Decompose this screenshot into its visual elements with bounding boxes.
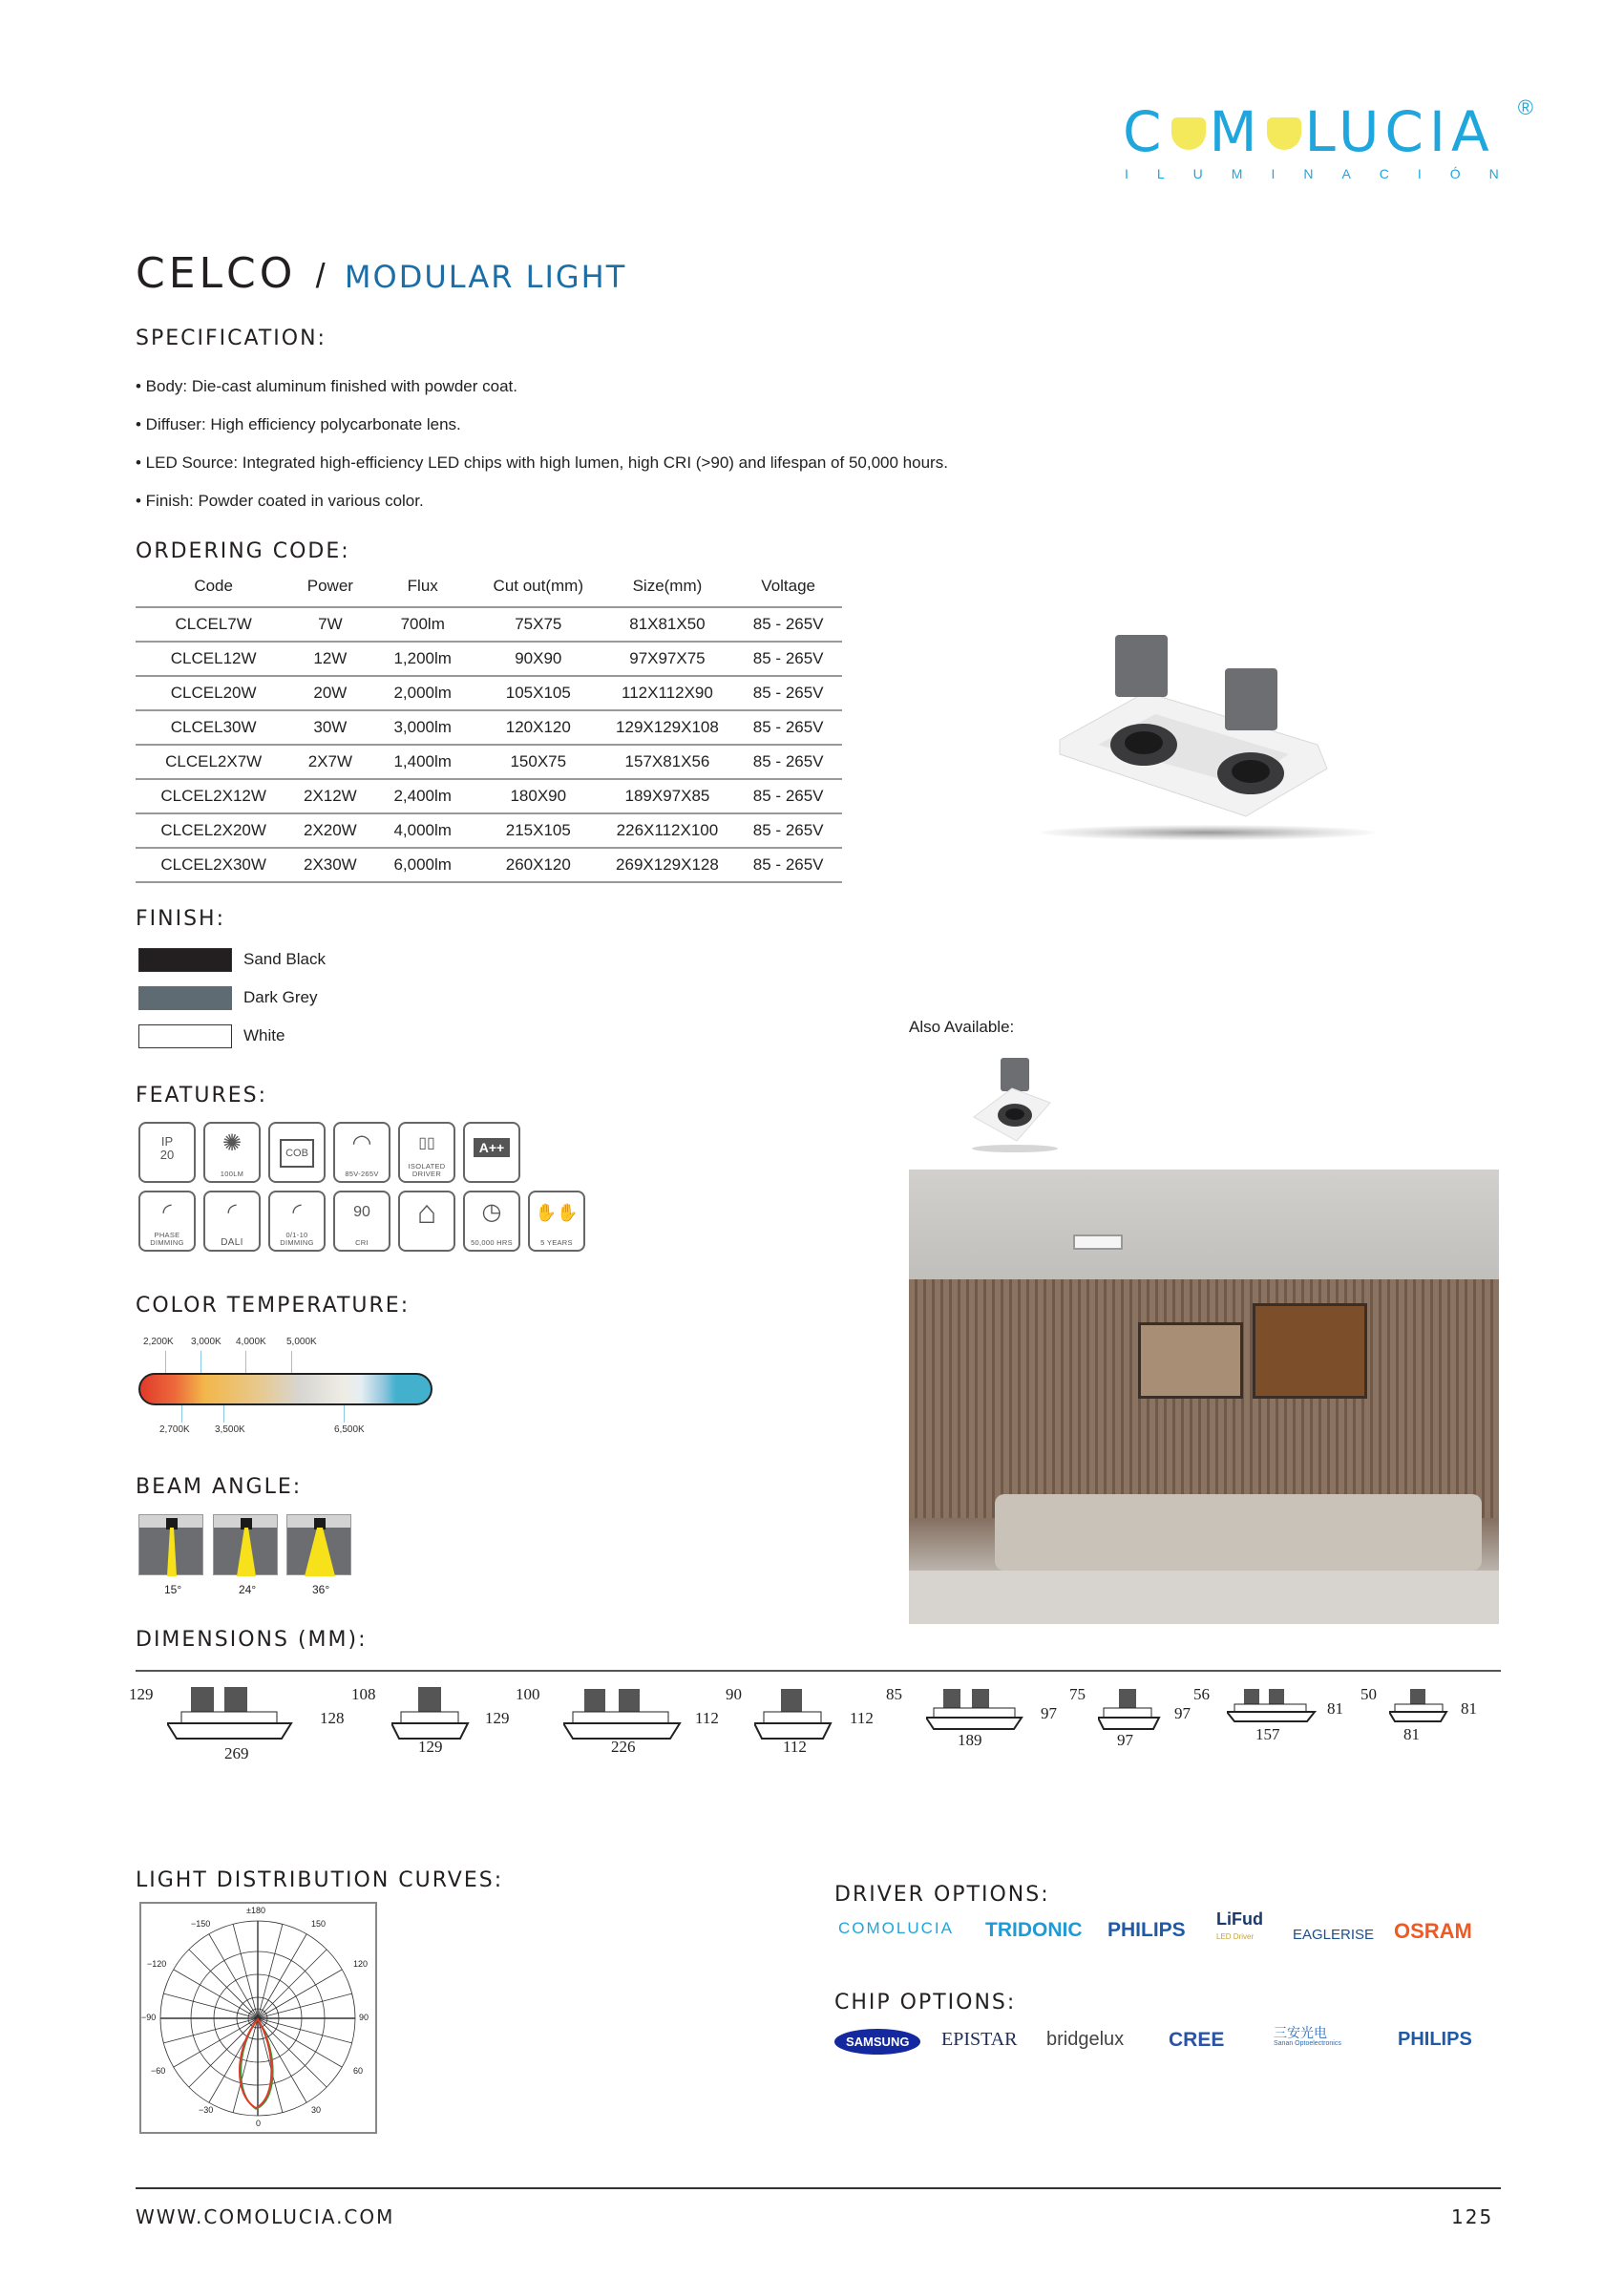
column-header: Power — [291, 565, 369, 607]
polar-light-distribution-chart — [139, 1902, 377, 2134]
driver-brands — [834, 1909, 1503, 1957]
beam-24-icon — [213, 1514, 278, 1575]
wood-slat-wall — [909, 1279, 1499, 1518]
dim-height: 100 — [516, 1685, 540, 1703]
cri-glyph: 90 — [353, 1204, 370, 1220]
logo-triangle-icon — [1171, 117, 1206, 150]
dim-width: 189 — [958, 1731, 982, 1749]
dim-width: 157 — [1255, 1725, 1280, 1743]
table-row — [136, 710, 842, 745]
beam-angle-heading: BEAM ANGLE: — [136, 1475, 303, 1499]
beam-angle-label: 24° — [239, 1583, 257, 1596]
ct-label: 3,000K — [191, 1337, 221, 1347]
ct-tick — [223, 1405, 224, 1423]
energy-class-icon — [463, 1122, 520, 1183]
feature-label: PHASE DIMMING — [150, 1231, 184, 1247]
polar-angle-label: 150 — [311, 1919, 327, 1929]
column-header: Voltage — [734, 565, 842, 607]
specification-list — [136, 368, 1186, 520]
ct-tick — [245, 1351, 246, 1374]
dim-height: 50 — [1360, 1685, 1377, 1703]
dim-depth: 112 — [850, 1709, 874, 1727]
feature-label: 5 YEARS — [540, 1238, 573, 1247]
cell-size: 157X81X56 — [601, 745, 735, 779]
polar-angle-label: 0 — [256, 2119, 262, 2128]
ct-tick — [181, 1405, 182, 1423]
table-row — [136, 607, 842, 642]
polar-angle-label: 90 — [359, 2013, 369, 2022]
polar-angle-label: 60 — [353, 2066, 364, 2076]
brand-philips-chip-logo: PHILIPS — [1398, 2029, 1472, 2050]
dim-depth: 97 — [1174, 1704, 1191, 1722]
swatch-white — [138, 1024, 232, 1048]
cell-size: 129X129X108 — [601, 710, 735, 745]
dimension-drawing — [726, 1685, 888, 1761]
chip-options-heading: CHIP OPTIONS: — [834, 1991, 1017, 2014]
brand-philips-logo: PHILIPS — [1107, 1919, 1186, 1941]
cell-code: CLCEL20W — [136, 676, 291, 710]
cell-power: 2X7W — [291, 745, 369, 779]
ct-label: 2,700K — [159, 1424, 190, 1435]
dim-height: 85 — [886, 1685, 902, 1703]
product-image-twin — [1031, 621, 1384, 840]
cell-voltage: 85 - 265V — [734, 676, 842, 710]
page-number: 125 — [1451, 2205, 1494, 2228]
dim-width: 112 — [783, 1738, 807, 1756]
cell-cutout: 75X75 — [476, 607, 601, 642]
cell-flux: 1,200lm — [369, 642, 476, 676]
table-row — [136, 676, 842, 710]
dim-width: 269 — [224, 1744, 249, 1762]
dim-depth: 81 — [1327, 1699, 1343, 1718]
cri-icon — [333, 1191, 390, 1252]
dim-depth: 97 — [1041, 1704, 1057, 1722]
energy-glyph: A++ — [474, 1138, 510, 1157]
cell-size: 81X81X50 — [601, 607, 735, 642]
dimension-drawing — [1193, 1685, 1365, 1761]
dimension-drawing — [886, 1685, 1077, 1761]
cell-power: 7W — [291, 607, 369, 642]
dim-depth: 81 — [1461, 1699, 1477, 1718]
cell-cutout: 215X105 — [476, 813, 601, 848]
cell-voltage: 85 - 265V — [734, 607, 842, 642]
cell-voltage: 85 - 265V — [734, 642, 842, 676]
dim-width: 226 — [611, 1738, 636, 1756]
product-shadow — [1041, 825, 1375, 840]
indoor-house-icon: ⌂ — [398, 1191, 455, 1252]
dim-width: 129 — [418, 1738, 443, 1756]
twin-downlight-icon — [1031, 621, 1384, 840]
color-temperature-heading: COLOR TEMPERATURE: — [136, 1294, 411, 1318]
dimensions-heading: DIMENSIONS (MM): — [136, 1628, 368, 1652]
logo-triangle-icon — [1267, 117, 1301, 150]
cell-power: 2X30W — [291, 848, 369, 882]
cell-size: 97X97X75 — [601, 642, 735, 676]
wall-art-left — [1138, 1322, 1243, 1399]
cell-power: 30W — [291, 710, 369, 745]
interior-photo — [909, 1170, 1499, 1624]
feature-label: ISOLATED DRIVER — [408, 1162, 446, 1178]
column-header: Size(mm) — [601, 565, 735, 607]
dimension-drawing — [516, 1685, 726, 1761]
product-name: CELCO — [136, 249, 297, 298]
cell-flux: 700lm — [369, 607, 476, 642]
ceiling — [909, 1170, 1499, 1279]
polar-angle-label: 120 — [353, 1959, 369, 1969]
ceiling-light-fixture — [1073, 1234, 1123, 1250]
website-link[interactable]: WWW.COMOLUCIA.COM — [136, 2205, 395, 2228]
cell-cutout: 260X120 — [476, 848, 601, 882]
cell-code: CLCEL2X7W — [136, 745, 291, 779]
dimension-drawing — [1360, 1685, 1504, 1761]
polar-angle-label: −30 — [199, 2105, 214, 2115]
dim-height: 90 — [726, 1685, 742, 1703]
brand-lifud-sub: LED Driver — [1216, 1932, 1255, 1941]
table-row — [136, 848, 842, 882]
cell-power: 2X20W — [291, 813, 369, 848]
brand-sanan-sub: Sanan Optoelectronics — [1274, 2040, 1341, 2047]
spec-item: • Diffuser: High efficiency polycarbonate lens. — [136, 415, 461, 433]
column-header: Cut out(mm) — [476, 565, 601, 607]
cell-voltage: 85 - 265V — [734, 848, 842, 882]
wall-art-right — [1253, 1303, 1367, 1399]
brand-eaglerise-logo: EAGLERISE — [1293, 1927, 1375, 1943]
finish-options — [138, 940, 326, 1055]
cell-code: CLCEL2X30W — [136, 848, 291, 882]
column-header: Flux — [369, 565, 476, 607]
cell-size: 189X97X85 — [601, 779, 735, 813]
cell-code: CLCEL30W — [136, 710, 291, 745]
cell-code: CLCEL12W — [136, 642, 291, 676]
table-row — [136, 779, 842, 813]
ip20-icon: IP 20 — [138, 1122, 196, 1183]
registered-mark: ® — [1517, 95, 1533, 119]
ct-label: 5,000K — [286, 1337, 317, 1347]
also-available-label: Also Available: — [909, 1018, 1015, 1036]
bulb-icon: ✺ 100LM — [203, 1122, 261, 1183]
brand-osram-logo: OSRAM — [1394, 1919, 1472, 1943]
also-available-image — [969, 1050, 1084, 1155]
cell-code: CLCEL7W — [136, 607, 291, 642]
finish-option — [138, 940, 326, 979]
sofa — [995, 1494, 1482, 1571]
chip-brands — [834, 2019, 1503, 2067]
ct-tick — [344, 1405, 345, 1423]
dim-height: 56 — [1193, 1685, 1210, 1703]
logo-tagline: ILUMINACIÓN — [1125, 166, 1528, 181]
dim-height: 108 — [351, 1685, 376, 1703]
cell-size: 226X112X100 — [601, 813, 735, 848]
cell-cutout: 150X75 — [476, 745, 601, 779]
polar-grid-icon — [141, 1904, 375, 2132]
ct-tick — [291, 1351, 292, 1374]
warranty-handshake-icon: ✋✋ 5 YEARS — [528, 1191, 585, 1252]
ct-tick — [165, 1351, 166, 1374]
cell-flux: 6,000lm — [369, 848, 476, 882]
cell-voltage: 85 - 265V — [734, 710, 842, 745]
cell-power: 12W — [291, 642, 369, 676]
polar-angle-label: −120 — [147, 1959, 167, 1969]
beam-15-icon — [138, 1514, 203, 1575]
cell-size: 269X129X128 — [601, 848, 735, 882]
finish-label: Dark Grey — [243, 988, 318, 1006]
polar-angle-label: ±180 — [246, 1906, 265, 1915]
dimension-drawing — [351, 1685, 523, 1761]
polar-angle-label: −90 — [141, 2013, 157, 2022]
finish-option — [138, 979, 326, 1017]
light-distribution-heading: LIGHT DISTRIBUTION CURVES: — [136, 1868, 504, 1892]
cell-code: CLCEL2X20W — [136, 813, 291, 848]
dali-icon: ◜ DALI — [203, 1191, 261, 1252]
features-grid — [138, 1122, 635, 1259]
dimensions-divider — [136, 1670, 1501, 1672]
table-row — [136, 813, 842, 848]
plug-icon: ◠ 85V-265V — [333, 1122, 390, 1183]
table-row — [136, 642, 842, 676]
finish-option — [138, 1017, 326, 1055]
page-title — [136, 250, 626, 301]
cell-flux: 1,400lm — [369, 745, 476, 779]
title-separator: / — [315, 256, 326, 295]
ct-tick — [200, 1351, 201, 1374]
single-downlight-icon — [969, 1050, 1084, 1155]
dim-depth: 128 — [320, 1709, 345, 1727]
spec-item: • Body: Die-cast aluminum finished with powder coat. — [136, 377, 517, 395]
product-category: MODULAR LIGHT — [344, 259, 627, 295]
cell-cutout: 180X90 — [476, 779, 601, 813]
feature-label: DALI — [221, 1237, 243, 1248]
color-temperature-gradient-bar — [138, 1373, 432, 1405]
swatch-dark-grey — [138, 986, 232, 1010]
ct-label: 2,200K — [143, 1337, 174, 1347]
cell-flux: 2,400lm — [369, 779, 476, 813]
lifespan-clock-icon: ◷ 50,000 HRS — [463, 1191, 520, 1252]
cell-flux: 3,000lm — [369, 710, 476, 745]
polar-angle-label: 30 — [311, 2105, 322, 2115]
spec-item: • LED Source: Integrated high-efficiency LED chips with high lumen, high CRI (>90) and lifespan of 50,000 hours. — [136, 453, 948, 472]
color-temperature-scale — [138, 1337, 444, 1442]
finish-label: Sand Black — [243, 950, 326, 968]
driver-options-heading: DRIVER OPTIONS: — [834, 1883, 1050, 1907]
ct-label: 3,500K — [215, 1424, 245, 1435]
feature-label: 100LM — [220, 1170, 244, 1178]
brand-epistar-logo: EPISTAR — [941, 2029, 1018, 2050]
beam-36-icon — [286, 1514, 351, 1575]
cell-flux: 2,000lm — [369, 676, 476, 710]
specification-heading: SPECIFICATION: — [136, 327, 327, 350]
brand-logo — [1123, 95, 1533, 189]
cell-voltage: 85 - 265V — [734, 745, 842, 779]
dimming-0-10-icon: ◜ 0/1-10 DIMMING — [268, 1191, 326, 1252]
dim-height: 75 — [1069, 1685, 1086, 1703]
brand-samsung-logo: SAMSUNG — [834, 2029, 920, 2055]
cell-voltage: 85 - 265V — [734, 813, 842, 848]
brand-lifud-logo: LiFud — [1216, 1909, 1263, 1929]
brand-sanan-logo: 三安光电 — [1274, 2025, 1327, 2040]
phase-dimming-icon: ◜ PHASE DIMMING — [138, 1191, 196, 1252]
spec-item: • Finish: Powder coated in various color. — [136, 492, 424, 510]
dim-height: 129 — [129, 1685, 154, 1703]
cell-cutout: 120X120 — [476, 710, 601, 745]
feature-label: 50,000 HRS — [471, 1238, 513, 1247]
beam-angle-label: 36° — [312, 1583, 330, 1596]
ordering-code-table — [136, 565, 842, 883]
brand-comolucia-logo: COMOLUCIA — [838, 1919, 954, 1937]
dim-width: 81 — [1403, 1725, 1420, 1743]
isolated-driver-icon: ▯▯ ISOLATED DRIVER — [398, 1122, 455, 1183]
dim-depth: 112 — [695, 1709, 719, 1727]
dimension-drawing — [129, 1685, 358, 1761]
swatch-sand-black — [138, 948, 232, 972]
cob-chip-icon — [268, 1122, 326, 1183]
cell-power: 2X12W — [291, 779, 369, 813]
feature-label: 0/1-10 DIMMING — [280, 1231, 314, 1247]
cell-cutout: 90X90 — [476, 642, 601, 676]
cell-voltage: 85 - 265V — [734, 779, 842, 813]
cell-power: 20W — [291, 676, 369, 710]
feature-label: CRI — [355, 1238, 369, 1247]
table-row — [136, 745, 842, 779]
finish-heading: FINISH: — [136, 907, 226, 931]
logo-wordmark: C M LUCIA — [1123, 99, 1495, 164]
features-row-2 — [138, 1191, 635, 1252]
footer-divider — [136, 2187, 1501, 2189]
brand-tridonic-logo: TRIDONIC — [985, 1919, 1083, 1941]
cell-code: CLCEL2X12W — [136, 779, 291, 813]
cell-flux: 4,000lm — [369, 813, 476, 848]
feature-label: 85V-265V — [345, 1170, 379, 1178]
beam-angle-label: 15° — [164, 1583, 182, 1596]
table-header-row — [136, 565, 842, 607]
ct-label: 4,000K — [236, 1337, 266, 1347]
finish-label: White — [243, 1026, 285, 1044]
floor — [909, 1571, 1499, 1624]
polar-angle-label: −60 — [151, 2066, 166, 2076]
features-row-1 — [138, 1122, 635, 1183]
cell-size: 112X112X90 — [601, 676, 735, 710]
cell-cutout: 105X105 — [476, 676, 601, 710]
ct-label: 6,500K — [334, 1424, 365, 1435]
cob-glyph: COB — [280, 1139, 314, 1168]
ordering-code-heading: ORDERING CODE: — [136, 539, 350, 563]
dim-width: 97 — [1117, 1731, 1133, 1749]
features-heading: FEATURES: — [136, 1084, 268, 1107]
dim-depth: 129 — [485, 1709, 510, 1727]
column-header: Code — [136, 565, 291, 607]
brand-cree-logo: CREE — [1169, 2029, 1225, 2051]
polar-angle-label: −150 — [191, 1919, 211, 1929]
brand-bridgelux-logo: bridgelux — [1046, 2029, 1125, 2050]
